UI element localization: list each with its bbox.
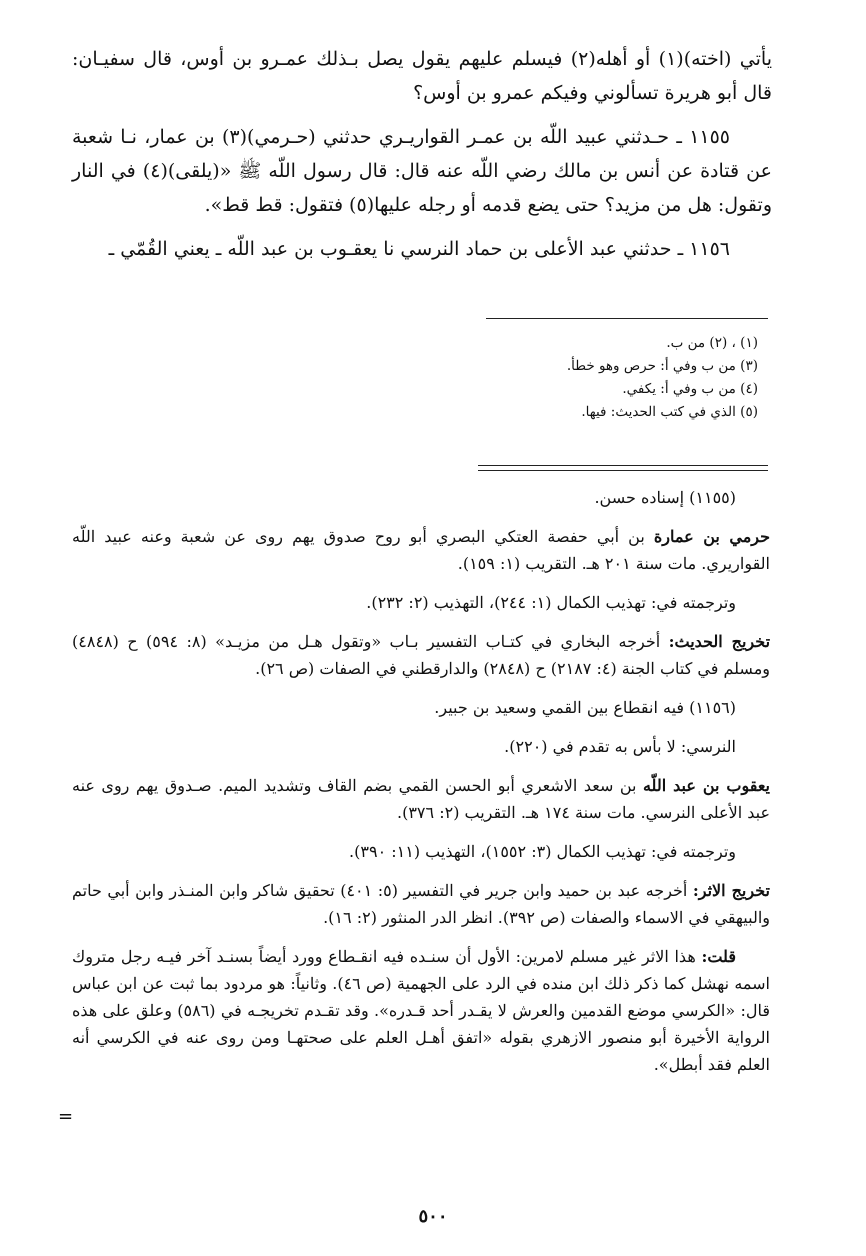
main-paragraph: يأتي (اخته)(١) أو أهله(٢) فيسلم عليهم يقول يصل بـذلك عمـرو بن أوس، قال سفيـان: قال أبو هريرة تسألوني وفيكم عمرو بن أوس؟ [72, 48, 772, 104]
commentary-paragraph: النرسي: لا بأس به تقدم في (٢٢٠). [504, 737, 736, 756]
commentary-paragraph: (١١٥٥) إسناده حسن. [594, 488, 736, 507]
commentary-paragraph [72, 772, 770, 826]
commentary [72, 484, 770, 1090]
margin-mark: = [58, 1106, 74, 1127]
footnote: (٤) من ب وفي أ: يكفي. [622, 381, 758, 397]
hadith-1155: ١١٥٥ ـ حـدثني عبيد اللّه بن عمـر القواريـري حدثني (حـرمي)(٣) بن عمار، نـا شعبة عن قتادة عن أنس بن مالك رضي اللّه عنه قال: قال رسول اللّه ﷺ «(يلقى)(٤) في النار وتقول: هل من مزيد؟ حتى يضع قدمه أو رجله عليها(٥) فتقول: قط قط». [72, 126, 772, 216]
section-heading: تخريج الحديث: [668, 632, 771, 651]
takhrij-text: أخرجه عبد بن حميد وابن جرير في التفسير (٥: ٤٠١) تحقيق شاكر وابن المنـذر وابن أبي حاتم والبيهقي في الاسماء والصفات (ص ٣٩٢). انظر الدر المنثور (٢: ١٦). [72, 881, 770, 927]
takhrij-text: أخرجه البخاري في كتـاب التفسير بـاب «وتقول هـل من مزيـد» (٨: ٥٩٤) ح (٤٨٤٨) ومسلم في كتاب الجنة (٤: ٢١٨٧) ح (٢٨٤٨) والدارقطني في الصفات (ص ٢٦). [72, 632, 770, 678]
main-text [72, 42, 772, 276]
commentary-paragraph [72, 628, 770, 682]
footnote: (٣) من ب وفي أ: حرص وهو خطأ. [566, 358, 758, 374]
section-heading: قلت: [701, 947, 736, 966]
commentary-paragraph [72, 523, 770, 577]
narrator-text: بن سعد الاشعري أبو الحسن القمي بضم القاف وتشديد الميم. صـدوق يهم روى عنه عبد الأعلى النرسي. مات سنة ١٧٤ هـ. التقريب (٢: ٣٧٦). [72, 776, 770, 822]
commentary-divider [478, 465, 768, 471]
section-heading: تخريج الاثر: [692, 881, 770, 900]
narrator-name: يعقوب بن عبد اللّه [642, 776, 771, 795]
narrator-name: حرمي بن عمارة [653, 527, 771, 546]
commentary-paragraph [72, 877, 770, 931]
footnotes [486, 332, 768, 424]
commentary-paragraph [72, 943, 770, 1078]
commentary-paragraph: (١١٥٦) فيه انقطاع بين القمي وسعيد بن جبير. [434, 698, 736, 717]
footnote: (١) ، (٢) من ب. [666, 335, 758, 351]
page-number: ٥٠٠ [418, 1206, 448, 1227]
footnote-divider [486, 318, 768, 319]
footnote: (٥) الذي في كتب الحديث: فيها. [581, 404, 758, 420]
author-note: هذا الاثر غير مسلم لامرين: الأول أن سنـده فيه انقـطاع وورد أيضاً بسنـد آخر فيـه رجل متروك اسمه نهشل كما ذكر ذلك ابن منده في الرد على الجهمية (ص ٤٦). وثانياً: هو مردود بما ثبت عن ابن عباس قال: «الكرسي موضع القدمين والعرش لا يقـدر أحد قـدره». وقد تقـدم تخريجـه في (٥٨٦) وعلق على هذه الرواية الأخيرة أبو منصور الازهري بقوله «اتفق أهـل العلم على صحتهـا ومن روى عنه في الكرسي أنه العلم فقد أبطل». [72, 947, 770, 1074]
narrator-text: بن أبي حفصة العتكي البصري أبو روح صدوق يهم روى عن شعبة وعنه عبيد اللّه القواريري. مات سنة ٢٠١ هـ. التقريب (١: ١٥٩). [72, 527, 770, 573]
commentary-paragraph: وترجمته في: تهذيب الكمال (١: ٢٤٤)، التهذيب (٢: ٢٣٢). [366, 593, 736, 612]
commentary-paragraph: وترجمته في: تهذيب الكمال (٣: ١٥٥٢)، التهذيب (١١: ٣٩٠). [349, 842, 736, 861]
hadith-1156: ١١٥٦ ـ حدثني عبد الأعلى بن حماد النرسي نا يعقـوب بن عبد اللّه ـ يعني القُمّي ـ [108, 238, 730, 260]
